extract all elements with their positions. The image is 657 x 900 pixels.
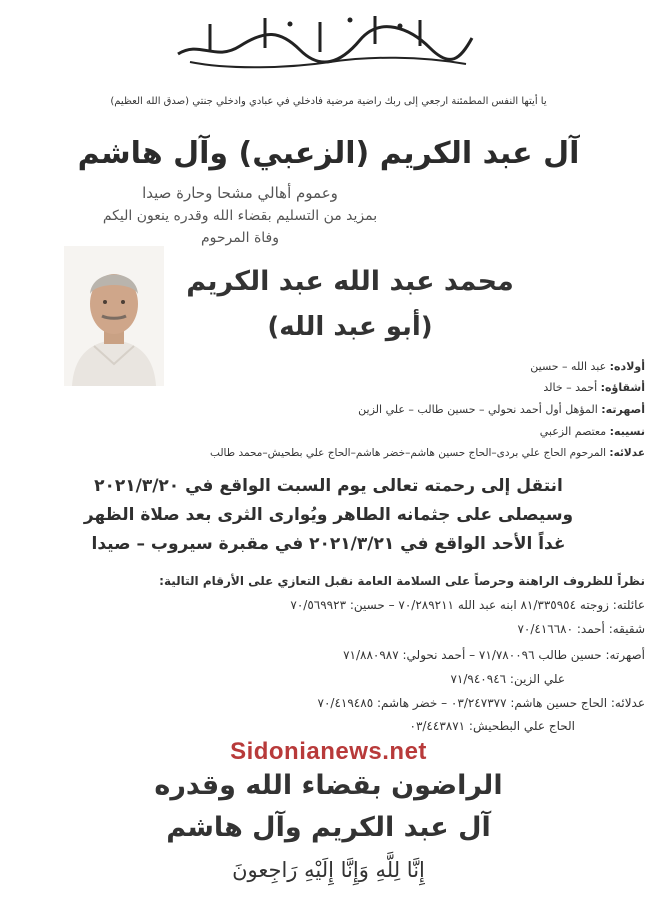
relation-label: نسيبه: xyxy=(609,425,645,438)
death-announcement-line-3: غداً الأحد الواقع في ٢٠٢١/٣/٢١ في مقبرة سيروب – صيدا xyxy=(91,534,566,554)
relation-value: معتصم الزعبي xyxy=(539,425,607,438)
deceased-name: محمد عبد الله عبد الكريم xyxy=(186,266,514,297)
relation-label: أشقاؤه: xyxy=(600,381,645,394)
condolences-in-laws: أصهرته: حسين طالب ٧١/٧٨٠٠٩٦ – أحمد نحولي: ٧١/٨٨٠٩٨٧ xyxy=(343,648,645,662)
relation-value: المؤهل أول أحمد نحولي – حسين طالب – علي الزين xyxy=(358,403,598,416)
quran-verse: يا أيتها النفس المطمئنة ارجعي إلى ربك راضية مرضية فادخلي في عبادي وادخلي جنتي (صدق الله العظيم) xyxy=(110,96,547,107)
closing-line-2: آل عبد الكريم وآل هاشم xyxy=(166,812,491,843)
relation-label: أصهرته: xyxy=(601,403,645,416)
death-announcement-line-1: انتقل إلى رحمته تعالى يوم السبت الواقع في ٢٠٢١/٣/٢٠ xyxy=(94,476,563,496)
relatives-in-law-relatives xyxy=(210,447,645,459)
condolences-relatives-continued: الحاج علي البطحيش: ٠٣/٤٤٣٨٧١ xyxy=(409,719,575,733)
relatives-nephew-in-law xyxy=(540,425,645,438)
calligraphy-header xyxy=(170,10,480,72)
deceased-kunya: (أبو عبد الله) xyxy=(267,312,433,342)
relatives-in-laws xyxy=(358,403,645,416)
deceased-photo xyxy=(64,246,164,386)
relation-value: أحمد – خالد xyxy=(543,381,598,394)
condolences-intro: نظراً للظروف الراهنة وحرصاً على السلامة العامة نقبل التعازي على الأرقام التالية: xyxy=(159,574,645,588)
site-watermark: Sidonianews.net xyxy=(230,738,427,765)
families-line-3: وفاة المرحوم xyxy=(200,230,280,246)
relation-value: المرحوم الحاج علي بردى–الحاج حسين هاشم–خضر هاشم–الحاج علي بطحيش–محمد طالب xyxy=(210,447,607,459)
closing-verse: إِنَّا لِلَّهِ وَإِنَّا إِلَيْهِ رَاجِعونَ xyxy=(232,858,425,882)
closing-line-1: الراضون بقضاء الله وقدره xyxy=(154,770,503,801)
condolences-relatives: عدلائه: الحاج حسين هاشم: ٠٣/٢٤٧٣٧٧ – خضر هاشم: ٧٠/٤١٩٤٨٥ xyxy=(317,696,645,710)
families-line-1: وعموم أهالي مشحا وحارة صيدا xyxy=(142,184,338,202)
relatives-children xyxy=(530,360,645,373)
condolences-brother: شقيقه: أحمد: ٧٠/٤١٦٦٨٠ xyxy=(517,622,645,636)
families-title: آل عبد الكريم (الزعبي) وآل هاشم xyxy=(77,136,580,171)
relation-label: عدلائه: xyxy=(609,447,645,459)
condolences-family: عائلته: زوجته ٨١/٣٣٥٩٥٤ ابنه عبد الله ٧٠/٢٨٩٢١١ – حسين: ٧٠/٥٦٩٩٢٣ xyxy=(290,598,645,612)
relation-value: عبد الله – حسين xyxy=(530,360,607,373)
relation-label: أولاده: xyxy=(609,360,645,373)
relatives-brothers xyxy=(543,381,645,394)
death-announcement-line-2: وسيصلى على جثمانه الطاهر ويُوارى الثرى بعد صلاة الظهر xyxy=(83,505,574,525)
families-line-2: بمزيد من التسليم بقضاء الله وقدره ينعون اليكم xyxy=(102,208,378,224)
condolences-in-laws-continued: علي الزين: ٧١/٩٤٠٩٤٦ xyxy=(450,672,565,686)
